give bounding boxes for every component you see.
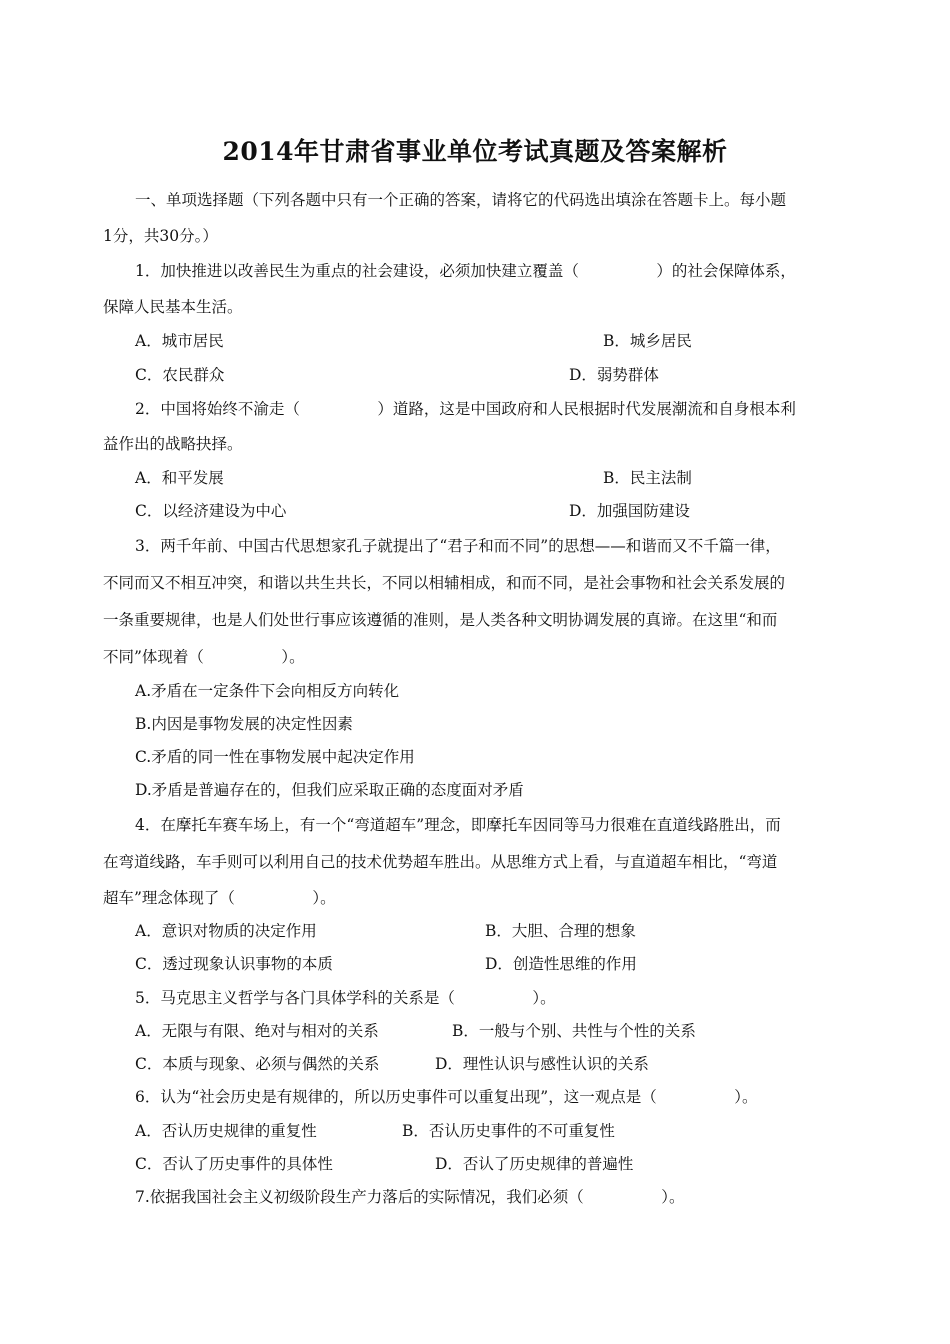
section-instructions-line1: 一、单项选择题（下列各题中只有一个正确的答案，请将它的代码选出填涂在答题卡上。每小题 <box>135 191 787 209</box>
question-3-line2: 不同而又不相互冲突，和谐以共生共长，不同以相辅相成，和而不同，是社会事物和社会关系发展的 <box>103 574 786 592</box>
question-6-option-a: A．否认历史规律的重复性 <box>135 1122 317 1140</box>
section-instructions-line2: 1分，共30分。） <box>103 227 218 245</box>
question-2-option-d: D．加强国防建设 <box>569 502 690 520</box>
question-5-option-a: A．无限与有限、绝对与相对的关系 <box>135 1022 379 1040</box>
question-4-line1: 4．在摩托车赛车场上，有一个“弯道超车”理念，即摩托车因同等马力很难在直道线路胜出，而 <box>135 816 781 834</box>
question-2-option-a: A．和平发展 <box>135 469 224 487</box>
question-1-option-d: D．弱势群体 <box>569 366 659 384</box>
question-7-line1: 7.依据我国社会主义初级阶段生产力落后的实际情况，我们必须（ ）。 <box>135 1188 685 1206</box>
question-2-line1: 2．中国将始终不渝走（ ）道路，这是中国政府和人民根据时代发展潮流和自身根本利 <box>135 400 796 418</box>
question-6-line1: 6．认为“社会历史是有规律的，所以历史事件可以重复出现”，这一观点是（ ）。 <box>135 1088 758 1106</box>
question-3-line4: 不同”体现着（ ）。 <box>103 648 305 666</box>
question-3-option-a: A.矛盾在一定条件下会向相反方向转化 <box>135 682 400 700</box>
question-4-option-d: D．创造性思维的作用 <box>485 955 637 973</box>
question-3-option-d: D.矛盾是普遍存在的，但我们应采取正确的态度面对矛盾 <box>135 781 524 799</box>
question-1-option-a: A．城市居民 <box>135 332 224 350</box>
question-3-line1: 3．两千年前、中国古代思想家孔子就提出了“君子和而不同”的思想——和谐而又不千篇一律， <box>135 537 781 555</box>
question-6-option-d: D．否认了历史规律的普遍性 <box>435 1155 634 1173</box>
question-2-option-b: B．民主法制 <box>603 469 692 487</box>
question-2-option-c: C．以经济建设为中心 <box>135 502 287 520</box>
question-6-option-c: C．否认了历史事件的具体性 <box>135 1155 333 1173</box>
question-3-line3: 一条重要规律，也是人们处世行事应该遵循的准则，是人类各种文明协调发展的真谛。在这里“和而 <box>103 611 778 629</box>
question-5-option-b: B．一般与个别、共性与个性的关系 <box>452 1022 696 1040</box>
question-4-line2: 在弯道线路，车手则可以利用自己的技术优势超车胜出。从思维方式上看，与直道超车相比，“弯道 <box>103 853 778 871</box>
question-5-line1: 5．马克思主义哲学与各门具体学科的关系是（ ）。 <box>135 989 556 1007</box>
question-4-line3: 超车”理念体现了（ ）。 <box>103 889 336 907</box>
question-5-option-c: C．本质与现象、必须与偶然的关系 <box>135 1055 380 1073</box>
question-4-option-b: B．大胆、合理的想象 <box>485 922 636 940</box>
question-6-option-b: B．否认历史事件的不可重复性 <box>402 1122 615 1140</box>
question-4-option-c: C．透过现象认识事物的本质 <box>135 955 333 973</box>
question-1-line1: 1．加快推进以改善民生为重点的社会建设，必须加快建立覆盖（ ）的社会保障体系， <box>135 262 796 280</box>
question-1-option-b: B．城乡居民 <box>603 332 692 350</box>
question-1-line2: 保障人民基本生活。 <box>103 298 243 316</box>
question-3-option-b: B.内因是事物发展的决定性因素 <box>135 715 353 733</box>
question-5-option-d: D．理性认识与感性认识的关系 <box>435 1055 649 1073</box>
question-1-option-c: C．农民群众 <box>135 366 225 384</box>
page-title: 2014年甘肃省事业单位考试真题及答案解析 <box>222 137 728 166</box>
question-4-option-a: A．意识对物质的决定作用 <box>135 922 317 940</box>
question-2-line2: 益作出的战略抉择。 <box>103 435 243 453</box>
question-3-option-c: C.矛盾的同一性在事物发展中起决定作用 <box>135 748 415 766</box>
